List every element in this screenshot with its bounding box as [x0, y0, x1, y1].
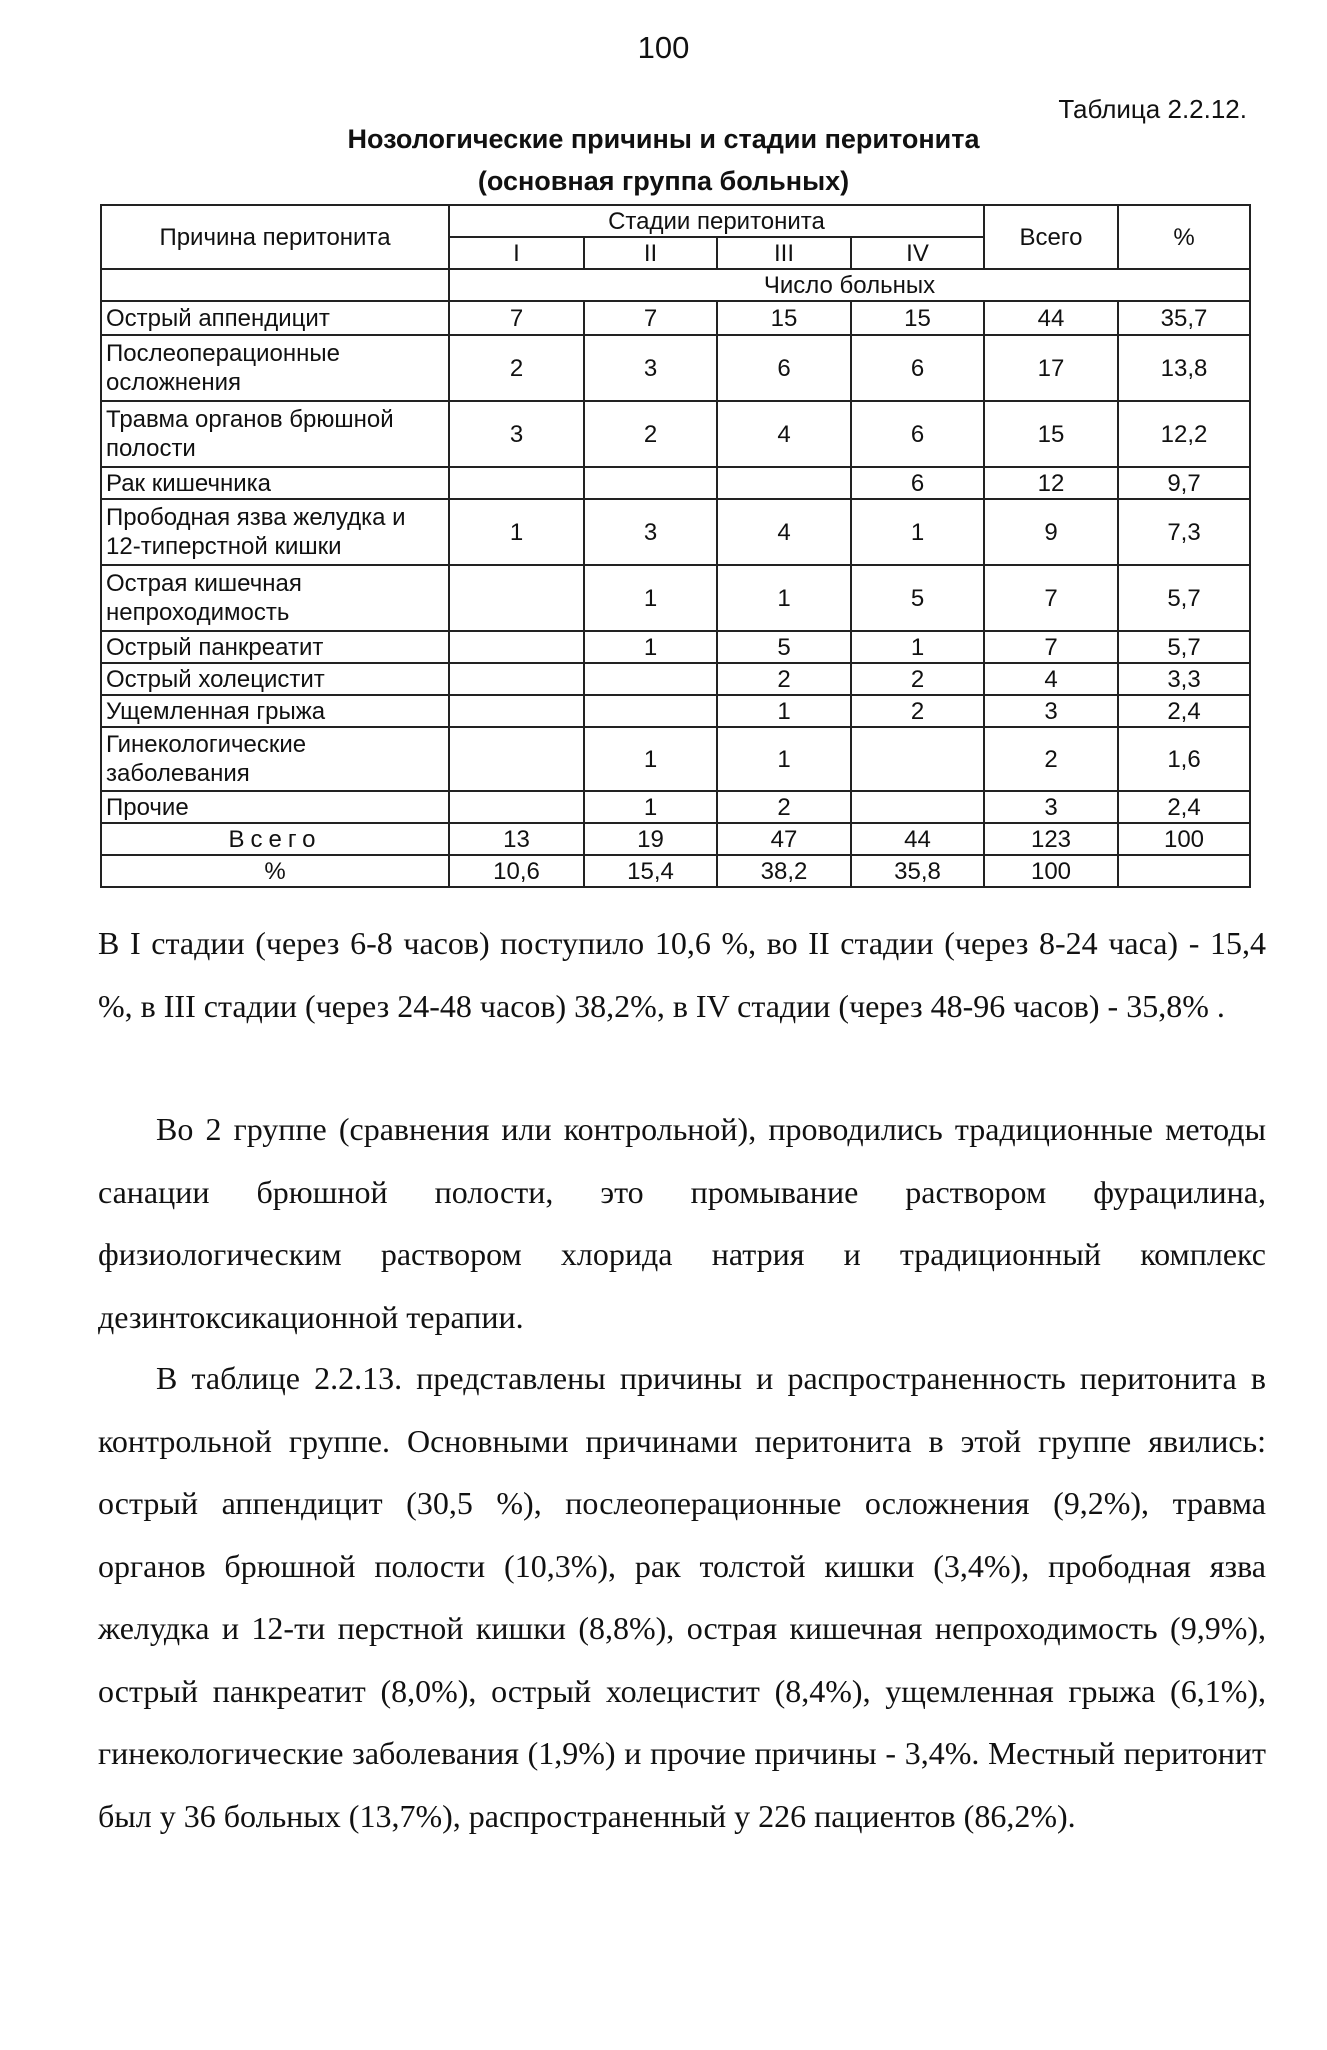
value-cell: 7 — [984, 565, 1118, 631]
table-row — [101, 301, 1250, 335]
value-cell: 1 — [584, 727, 717, 791]
value-cell: 12,2 — [1118, 401, 1250, 467]
table-label: Таблица 2.2.12. — [1058, 94, 1247, 124]
table-row — [101, 727, 1250, 791]
value-cell: 1 — [584, 631, 717, 663]
value-cell: 3 — [984, 791, 1118, 823]
cause-cell: Гинекологические заболевания — [101, 727, 449, 791]
header-stage-i: I — [449, 237, 584, 269]
value-cell: 5,7 — [1118, 631, 1250, 663]
cause-cell: Травма органов брюшной полости — [101, 401, 449, 467]
paragraph-control-group: Во 2 группе (сравнения или контрольной), проводились традиционные методы санации брюшной полости, это промывание раствором фурацилина, физиологическим раствором хлорида натрия и традиционный комплекс дезинтоксикационной терапии. — [98, 1111, 1266, 1335]
value-cell: 6 — [717, 335, 851, 401]
header-stage-iv: IV — [851, 237, 984, 269]
value-cell — [449, 695, 584, 727]
value-cell: 4 — [717, 401, 851, 467]
value-cell — [449, 663, 584, 695]
value-cell: 9,7 — [1118, 467, 1250, 499]
table-row — [101, 631, 1250, 663]
value-cell: 7 — [449, 301, 584, 335]
value-cell: 38,2 — [717, 855, 851, 887]
value-cell — [449, 791, 584, 823]
header-cause: Причина перитонита — [101, 205, 449, 269]
value-cell: 6 — [851, 335, 984, 401]
paragraph-causes: В таблице 2.2.13. представлены причины и распространенность перитонита в контрольной группе. Основными причинами перитонита в этой группе явились: острый аппендицит (30,5 %), послеоперационные осложнения (9,2%), травма органов брюшной полости (10,3%), рак толстой кишки (3,4%), прободная язва желудка и 12-ти перстной кишки (8,8%), острая кишечная непроходимость (9,9%), острый панкреатит (8,0%), острый холецистит (8,4%), ущемленная грыжа (6,1%), гинекологические заболевания (1,9%) и прочие причины - 3,4%. Местный перитонит был у 36 больных (13,7%), распространенный у 226 пациентов (86,2%). — [98, 1360, 1266, 1834]
table-row — [101, 467, 1250, 499]
value-cell: 13 — [449, 823, 584, 855]
value-cell: 4 — [984, 663, 1118, 695]
value-cell: 35,8 — [851, 855, 984, 887]
value-cell: 1 — [717, 727, 851, 791]
value-cell: 4 — [717, 499, 851, 565]
value-cell: 6 — [851, 467, 984, 499]
value-cell: 2 — [717, 663, 851, 695]
cause-cell: Рак кишечника — [101, 467, 449, 499]
value-cell: 10,6 — [449, 855, 584, 887]
value-cell: 19 — [584, 823, 717, 855]
cause-cell: Послеоперационные осложнения — [101, 335, 449, 401]
header-stage-iii: III — [717, 237, 851, 269]
value-cell: 15 — [851, 301, 984, 335]
value-cell: 5 — [717, 631, 851, 663]
paragraph-stages: В I стадии (через 6-8 часов) поступило 10,6 %, во II стадии (через 8-24 часа) - 15,4 %, в III стадии (через 24-48 часов) 38,2%, в IV стадии (через 48-96 часов) - 35,8% . — [98, 925, 1266, 1024]
value-cell: 1 — [584, 565, 717, 631]
value-cell — [449, 631, 584, 663]
value-cell: 3 — [584, 499, 717, 565]
value-cell — [449, 467, 584, 499]
value-cell: 17 — [984, 335, 1118, 401]
table-row — [101, 401, 1250, 467]
cause-cell: Ущемленная грыжа — [101, 695, 449, 727]
value-cell: 44 — [984, 301, 1118, 335]
value-cell: 7 — [984, 631, 1118, 663]
cause-cell: Прободная язва желудка и 12-типерстной кишки — [101, 499, 449, 565]
value-cell — [1118, 855, 1250, 887]
table-subtitle: (основная группа больных) — [477, 166, 850, 196]
value-cell — [584, 695, 717, 727]
value-cell: 5,7 — [1118, 565, 1250, 631]
value-cell: 3 — [449, 401, 584, 467]
value-cell: 15 — [984, 401, 1118, 467]
value-cell: 15,4 — [584, 855, 717, 887]
cause-cell: Острый аппендицит — [101, 301, 449, 335]
value-cell: 35,7 — [1118, 301, 1250, 335]
value-cell: 1 — [584, 791, 717, 823]
cause-cell: Острая кишечная непроходимость — [101, 565, 449, 631]
value-cell: 6 — [851, 401, 984, 467]
table-row — [101, 663, 1250, 695]
value-cell: 2 — [851, 663, 984, 695]
value-cell: 47 — [717, 823, 851, 855]
value-cell: 13,8 — [1118, 335, 1250, 401]
value-cell: 1 — [851, 499, 984, 565]
table-row — [101, 565, 1250, 631]
value-cell: 100 — [1118, 823, 1250, 855]
value-cell — [717, 467, 851, 499]
value-cell: 5 — [851, 565, 984, 631]
table-title: Нозологические причины и стадии перитонита — [347, 124, 980, 154]
value-cell: 15 — [717, 301, 851, 335]
value-cell — [584, 467, 717, 499]
value-cell: 2 — [449, 335, 584, 401]
value-cell — [851, 727, 984, 791]
value-cell: 3 — [584, 335, 717, 401]
header-cause-empty — [101, 269, 449, 301]
table-row — [101, 335, 1250, 401]
value-cell: 2,4 — [1118, 695, 1250, 727]
value-cell: 3 — [984, 695, 1118, 727]
value-cell: 2 — [717, 791, 851, 823]
value-cell: 1 — [449, 499, 584, 565]
value-cell — [449, 727, 584, 791]
total-row — [101, 823, 1250, 855]
value-cell: 2 — [584, 401, 717, 467]
value-cell: 7 — [584, 301, 717, 335]
header-stage-ii: II — [584, 237, 717, 269]
value-cell: 2,4 — [1118, 791, 1250, 823]
cause-cell: Острый холецистит — [101, 663, 449, 695]
header-percent: % — [1118, 205, 1250, 269]
cause-cell: Острый панкреатит — [101, 631, 449, 663]
value-cell: 2 — [851, 695, 984, 727]
value-cell: 12 — [984, 467, 1118, 499]
total-row-label: Всего — [101, 823, 449, 855]
value-cell: 1 — [717, 565, 851, 631]
peritonitis-table — [100, 204, 1251, 888]
value-cell: 44 — [851, 823, 984, 855]
value-cell: 2 — [984, 727, 1118, 791]
page-number: 100 — [637, 30, 690, 65]
value-cell — [584, 663, 717, 695]
value-cell — [851, 791, 984, 823]
value-cell: 1 — [851, 631, 984, 663]
value-cell: 7,3 — [1118, 499, 1250, 565]
value-cell: 100 — [984, 855, 1118, 887]
percent-row-label: % — [101, 855, 449, 887]
table-row — [101, 695, 1250, 727]
percent-row — [101, 855, 1250, 887]
header-patient-count: Число больных — [449, 269, 1250, 301]
header-stages: Стадии перитонита — [449, 205, 984, 237]
header-total: Всего — [984, 205, 1118, 269]
cause-cell: Прочие — [101, 791, 449, 823]
value-cell: 1,6 — [1118, 727, 1250, 791]
table-row — [101, 791, 1250, 823]
value-cell — [449, 565, 584, 631]
table-row — [101, 499, 1250, 565]
value-cell: 123 — [984, 823, 1118, 855]
value-cell: 3,3 — [1118, 663, 1250, 695]
value-cell: 9 — [984, 499, 1118, 565]
value-cell: 1 — [717, 695, 851, 727]
